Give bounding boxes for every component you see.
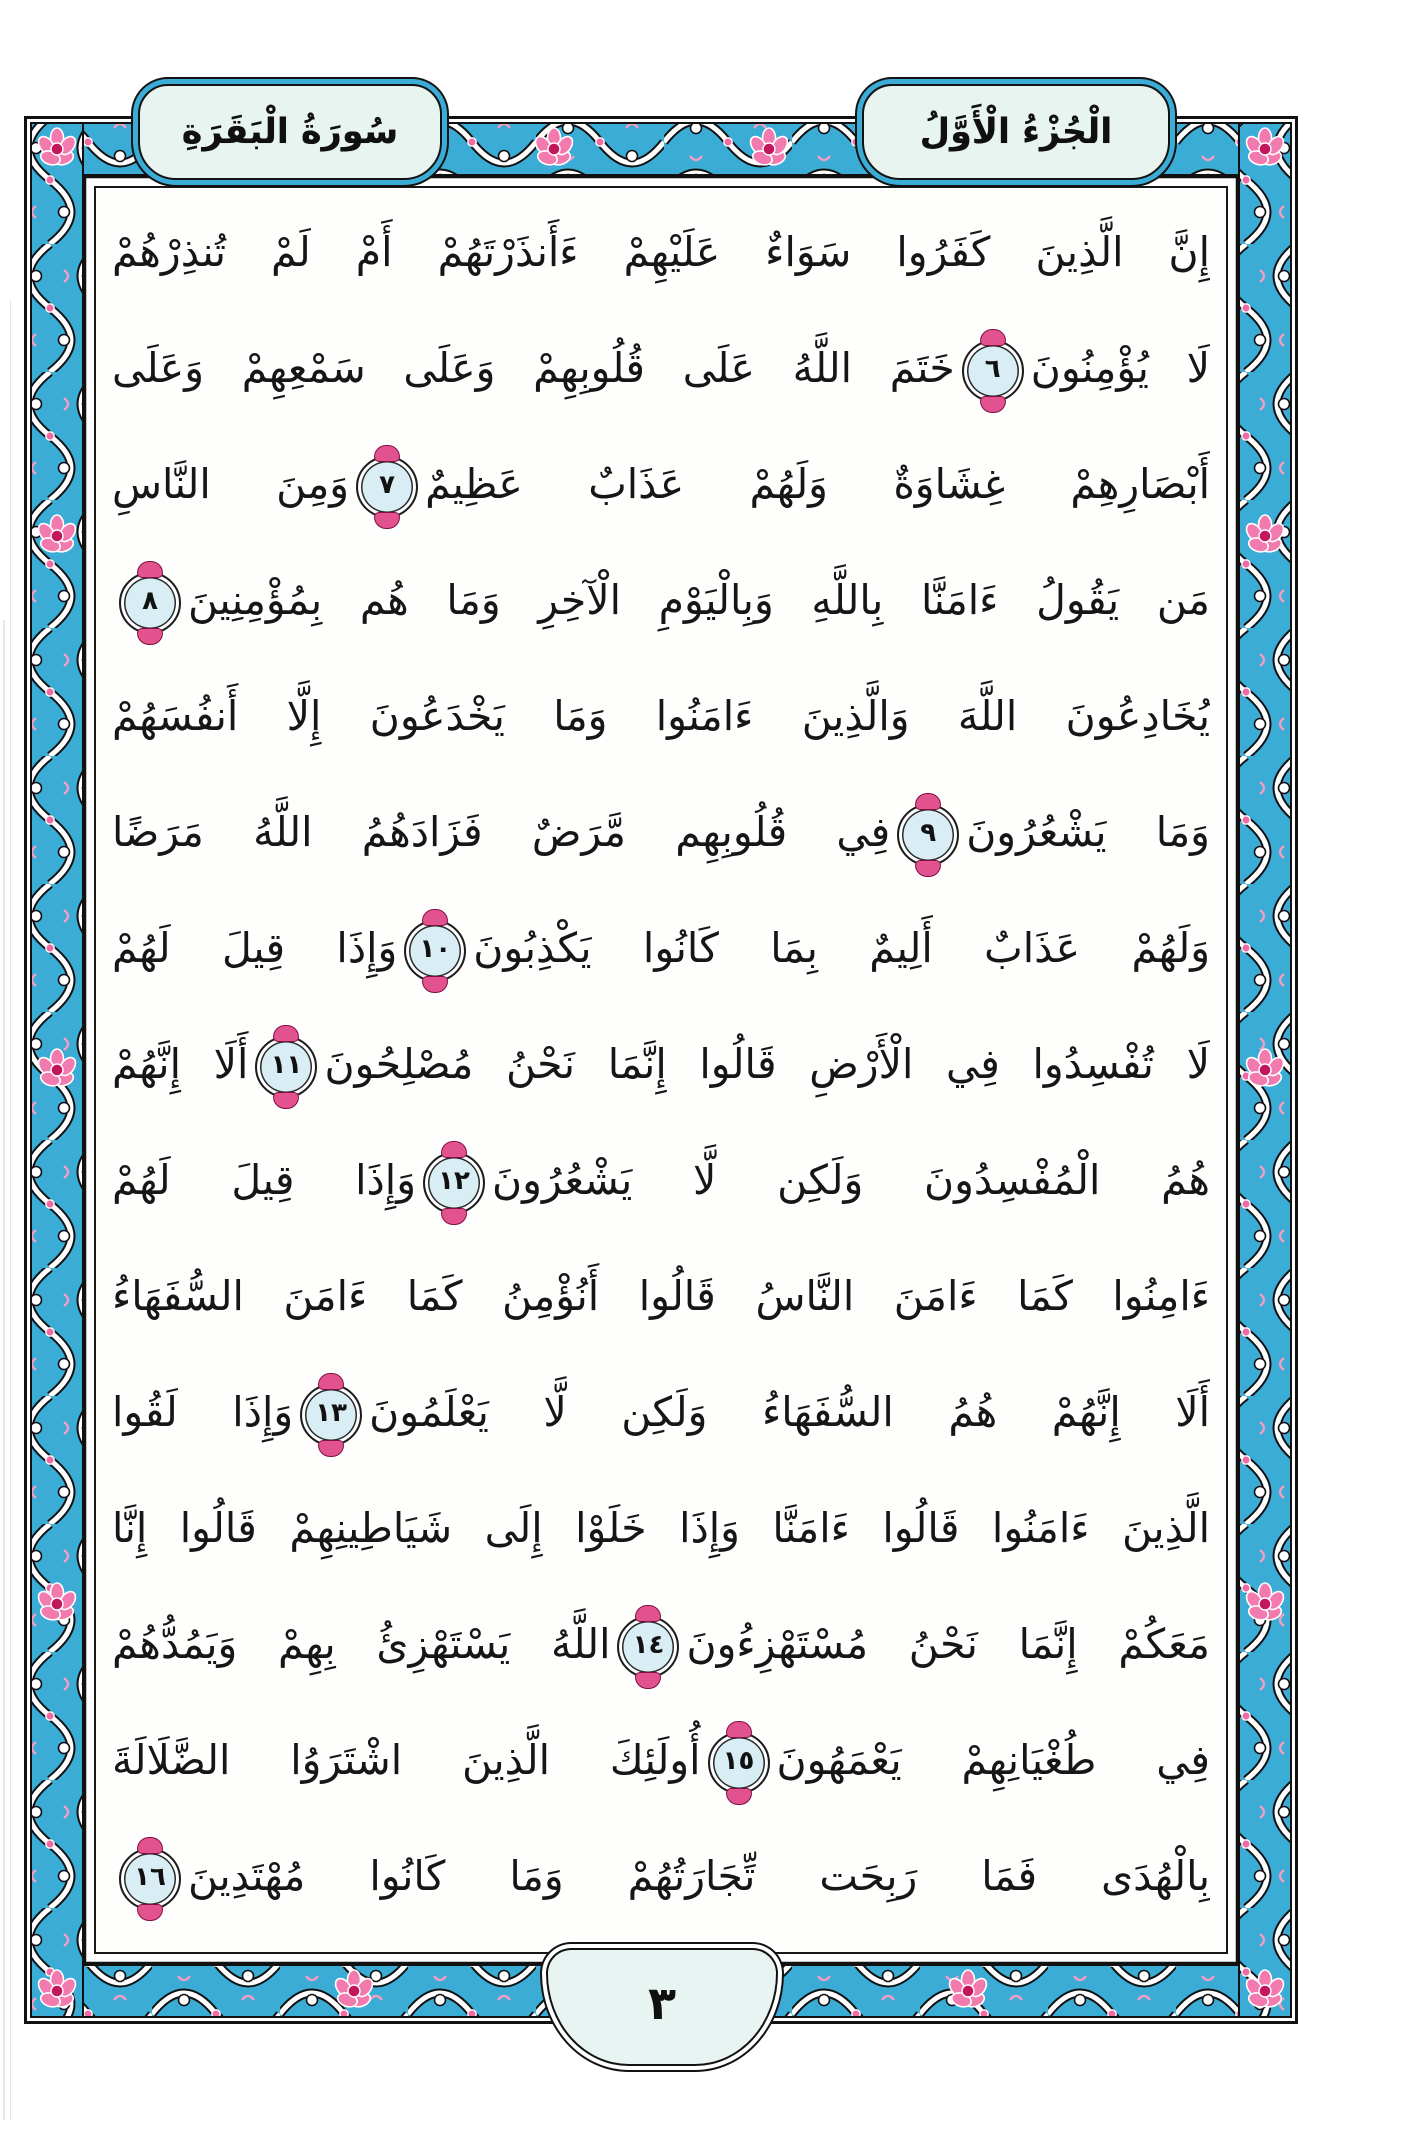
ayah-text: أَبْصَارِهِمْ غِشَاوَةٌ وَلَهُمْ عَذَابٌ عَظِيمٌ (425, 460, 1210, 508)
quran-line (112, 774, 1210, 890)
verse-marker: ١٤ (617, 1616, 679, 1678)
ayah-text: مَعَكُمْ إِنَّمَا نَحْنُ مُسْتَهْزِءُونَ (686, 1620, 1210, 1668)
ayah-text: خَتَمَ اللَّهُ عَلَى قُلُوبِهِمْ وَعَلَى سَمْعِهِمْ وَعَلَى (112, 344, 955, 392)
verse-marker: ١٦ (119, 1848, 181, 1910)
verse-marker: ٨ (119, 572, 181, 634)
quran-line (112, 1006, 1210, 1122)
surah-name-label: سُورَةُ الْبَقَرَةِ (181, 112, 399, 152)
ayah-text: يُخَادِعُونَ اللَّهَ وَالَّذِينَ ءَامَنُوا وَمَا يَخْدَعُونَ إِلَّا أَنفُسَهُمْ (112, 692, 1210, 740)
verse-marker: ١٠ (404, 920, 466, 982)
verse-marker: ١١ (255, 1036, 317, 1098)
ayah-text: فِي قُلُوبِهِم مَّرَضٌ فَزَادَهُمُ اللَّهُ مَرَضًا (112, 808, 891, 856)
ayah-text: أَلَا إِنَّهُمْ (112, 1040, 249, 1088)
ayah-text: بِالْهُدَى فَمَا رَبِحَت تِّجَارَتُهُمْ وَمَا كَانُوا مُهْتَدِينَ (188, 1852, 1210, 1900)
quran-line (112, 542, 1210, 658)
page-number-cartouche (546, 1948, 778, 2066)
verse-marker: ٧ (356, 456, 418, 518)
ayah-text: اللَّهُ يَسْتَهْزِئُ بِهِمْ وَيَمُدُّهُمْ (112, 1620, 611, 1668)
juz-name-label: الْجُزْءُ الْأَوَّلُ (919, 112, 1113, 152)
quran-line (112, 310, 1210, 426)
quran-line (112, 658, 1210, 774)
scan-edge-artifact (3, 620, 5, 2120)
quran-line (112, 194, 1210, 310)
ayah-text: وَمَا يَشْعُرُونَ (966, 808, 1210, 856)
quran-text-panel (94, 186, 1228, 1954)
quran-lines (112, 194, 1210, 1934)
quran-line (112, 426, 1210, 542)
ayah-text: ءَامِنُوا كَمَا ءَامَنَ النَّاسُ قَالُوا أَنُؤْمِنُ كَمَا ءَامَنَ السُّفَهَاءُ (112, 1272, 1210, 1320)
ayah-text: وَإِذَا لَقُوا (112, 1388, 294, 1436)
verse-marker: ١٥ (708, 1732, 770, 1794)
quran-line (112, 1122, 1210, 1238)
ayah-text: إِنَّ الَّذِينَ كَفَرُوا سَوَاءٌ عَلَيْهِمْ ءَأَنذَرْتَهُمْ أَمْ لَمْ تُنذِرْهُمْ (112, 228, 1210, 276)
ayah-text: وَمِنَ النَّاسِ (112, 460, 350, 508)
ayah-text: أُولَئِكَ الَّذِينَ اشْتَرَوُا الضَّلَالَةَ (112, 1736, 701, 1784)
ornamental-border-frame (24, 116, 1298, 2024)
ayah-text: فِي طُغْيَانِهِمْ يَعْمَهُونَ (776, 1736, 1210, 1784)
quran-line (112, 1470, 1210, 1586)
quran-line (112, 1586, 1210, 1702)
quran-line (112, 1354, 1210, 1470)
scan-edge-artifact (10, 300, 11, 2120)
page-number: ٣ (647, 1976, 677, 2030)
quran-line (112, 1702, 1210, 1818)
ayah-text: الَّذِينَ ءَامَنُوا قَالُوا ءَامَنَّا وَإِذَا خَلَوْا إِلَى شَيَاطِينِهِمْ قَالُوا إِنَّا (112, 1504, 1210, 1552)
ayah-text: أَلَا إِنَّهُمْ هُمُ السُّفَهَاءُ وَلَكِن لَّا يَعْلَمُونَ (369, 1388, 1210, 1436)
ayah-text: لَا يُؤْمِنُونَ (1030, 344, 1210, 392)
ayah-text: وَإِذَا قِيلَ لَهُمْ (112, 1156, 416, 1204)
juz-name-cartouche (862, 84, 1170, 180)
quran-line (112, 890, 1210, 1006)
quran-line (112, 1238, 1210, 1354)
quran-line (112, 1818, 1210, 1934)
ayah-text: وَلَهُمْ عَذَابٌ أَلِيمٌ بِمَا كَانُوا يَكْذِبُونَ (473, 924, 1210, 972)
surah-name-cartouche (138, 84, 442, 180)
ayah-text: هُمُ الْمُفْسِدُونَ وَلَكِن لَّا يَشْعُرُونَ (492, 1156, 1210, 1204)
ayah-text: لَا تُفْسِدُوا فِي الْأَرْضِ قَالُوا إِنَّمَا نَحْنُ مُصْلِحُونَ (324, 1040, 1210, 1088)
ayah-text: وَإِذَا قِيلَ لَهُمْ (112, 924, 398, 972)
verse-marker: ١٢ (423, 1152, 485, 1214)
verse-marker: ١٣ (300, 1384, 362, 1446)
verse-marker: ٦ (962, 340, 1024, 402)
verse-marker: ٩ (897, 804, 959, 866)
ayah-text: مَن يَقُولُ ءَامَنَّا بِاللَّهِ وَبِالْيَوْمِ الْآخِرِ وَمَا هُم بِمُؤْمِنِينَ (188, 576, 1210, 624)
